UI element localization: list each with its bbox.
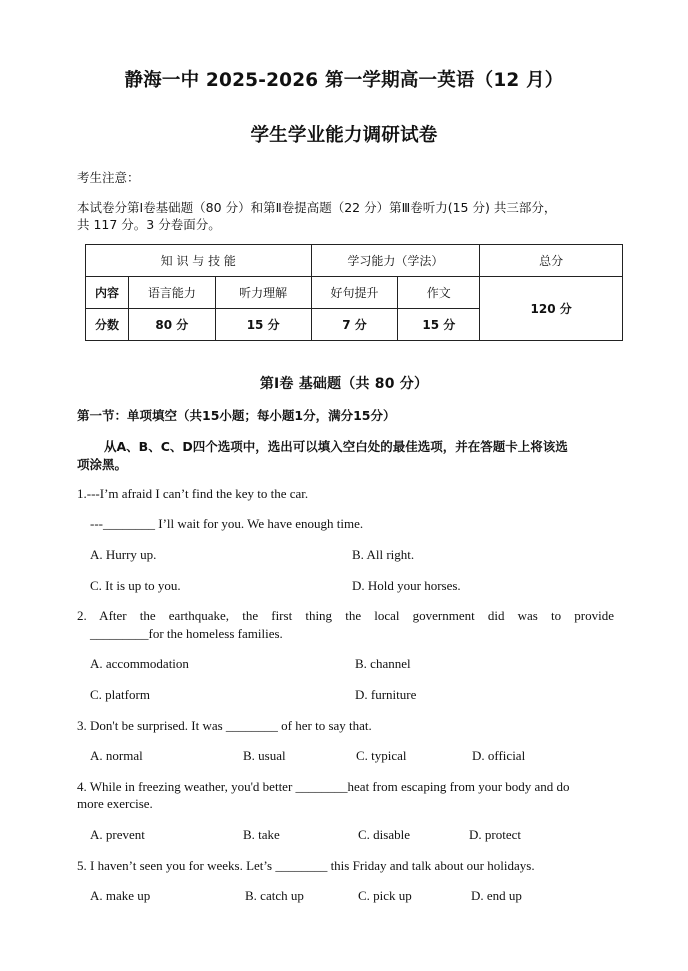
q5-option-a: A. make up bbox=[90, 888, 151, 903]
q3-option-a: A. normal bbox=[90, 748, 143, 763]
notice-label: 考生注意： bbox=[77, 170, 140, 185]
q2-option-b: B. channel bbox=[355, 656, 411, 671]
question-4-stem: 4. While in freezing weather, you'd better ________heat from escaping from your body and do bbox=[77, 779, 570, 794]
question-3-stem: 3. Don't be surprised. It was ________ of her to say that. bbox=[77, 718, 372, 733]
q3-option-d: D. official bbox=[472, 748, 526, 763]
instruction-line-1: 从A、B、C、D四个选项中，选出可以填入空白处的最佳选项，并在答题卡上将该选 bbox=[104, 439, 568, 454]
q3-option-b: B. usual bbox=[243, 748, 286, 763]
score-language: 80 分 bbox=[128, 309, 215, 341]
exam-title: 静海一中 2025-2026 第一学期高一英语（12 月） bbox=[124, 70, 564, 91]
table-row bbox=[86, 245, 623, 277]
q5-option-c: C. pick up bbox=[358, 888, 412, 903]
part1-heading: 第Ⅰ卷 基础题（共 80 分） bbox=[259, 376, 429, 392]
header-ability: 学习能力（学法） bbox=[311, 245, 480, 277]
score-writing: 15 分 bbox=[398, 309, 480, 341]
table-row bbox=[86, 277, 623, 309]
header-total: 总分 bbox=[480, 245, 623, 277]
q1-option-d: D. Hold your horses. bbox=[352, 578, 461, 593]
question-5-stem: 5. I haven’t seen you for weeks. Let’s ________ this Friday and talk about our holidays. bbox=[77, 858, 535, 873]
q4-option-b: B. take bbox=[243, 827, 280, 842]
q2-option-d: D. furniture bbox=[355, 687, 417, 702]
cell-sentence: 好句提升 bbox=[311, 277, 398, 309]
q3-option-c: C. typical bbox=[356, 748, 407, 763]
notice-line-2: 共 117 分。3 分卷面分。 bbox=[77, 217, 221, 232]
exam-subtitle: 学生学业能力调研试卷 bbox=[250, 125, 438, 146]
q2-option-c: C. platform bbox=[90, 687, 150, 702]
question-2-stem-2: _________for the homeless families. bbox=[90, 626, 283, 641]
question-1-stem-2: ---________ I’ll wait for you. We have enough time. bbox=[90, 516, 364, 531]
section1-heading: 第一节：单项填空（共15小题；每小题1分，满分15分） bbox=[77, 408, 396, 423]
score-sentence: 7 分 bbox=[311, 309, 398, 341]
q4-option-a: A. prevent bbox=[90, 827, 145, 842]
score-listening: 15 分 bbox=[215, 309, 311, 341]
q1-option-c: C. It is up to you. bbox=[90, 578, 181, 593]
q2-option-a: A. accommodation bbox=[90, 656, 189, 671]
score-table bbox=[85, 244, 623, 341]
cell-language: 语言能力 bbox=[128, 277, 215, 309]
header-knowledge: 知 识 与 技 能 bbox=[86, 245, 312, 277]
instruction-line-2: 项涂黑。 bbox=[77, 457, 128, 472]
q1-option-a: A. Hurry up. bbox=[90, 547, 157, 562]
q4-option-d: D. protect bbox=[469, 827, 521, 842]
cell-listening: 听力理解 bbox=[215, 277, 311, 309]
row-label-content: 内容 bbox=[86, 277, 129, 309]
q1-option-b: B. All right. bbox=[352, 547, 415, 562]
q5-option-d: D. end up bbox=[471, 888, 522, 903]
row-label-score: 分数 bbox=[86, 309, 129, 341]
cell-total-score: 120 分 bbox=[480, 277, 623, 341]
cell-writing: 作文 bbox=[398, 277, 480, 309]
question-4-stem-2: more exercise. bbox=[77, 796, 153, 811]
question-2-stem: 2. After the earthquake, the first thing the local government did was to provide bbox=[77, 608, 614, 623]
q4-option-c: C. disable bbox=[358, 827, 410, 842]
question-1-stem: 1.---I’m afraid I can’t find the key to the car. bbox=[77, 486, 309, 501]
notice-line-1: 本试卷分第Ⅰ卷基础题（80 分）和第Ⅱ卷提高题（22 分）第Ⅲ卷听力(15 分) 共三部分， bbox=[77, 200, 557, 215]
q5-option-b: B. catch up bbox=[245, 888, 304, 903]
